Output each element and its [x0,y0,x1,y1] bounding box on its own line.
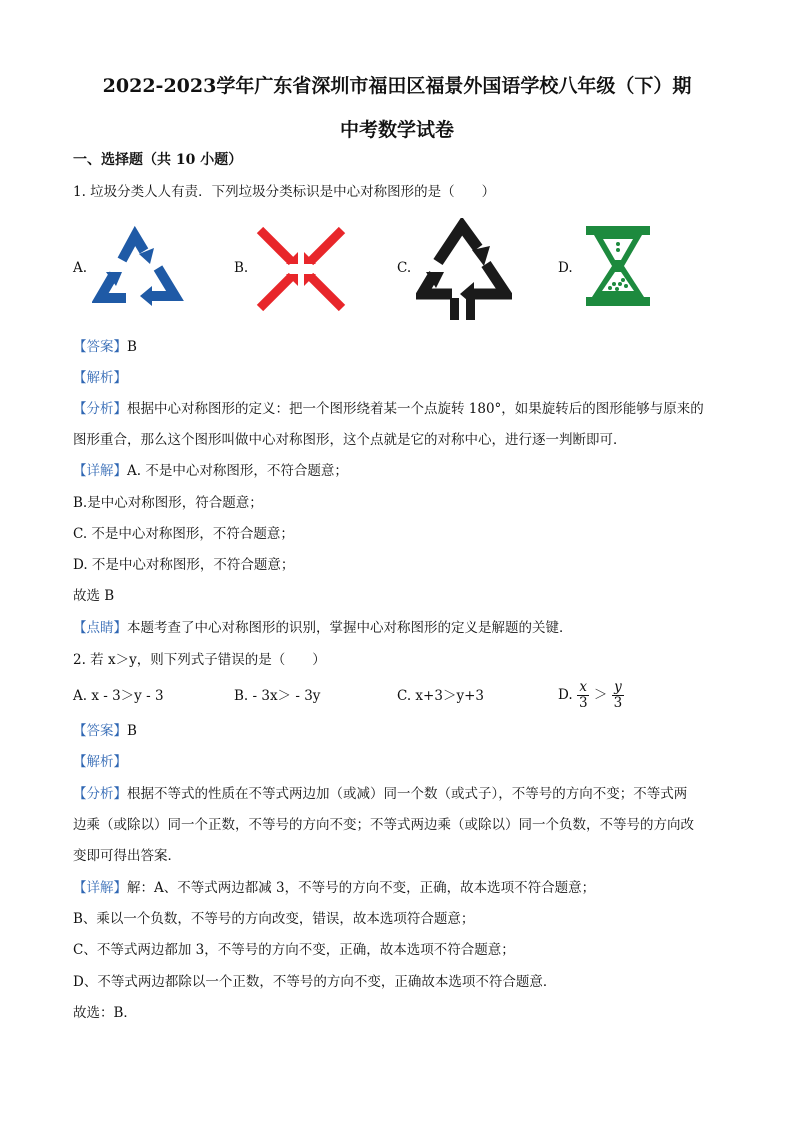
question-2-stem: 2. 若 x＞y，则下列式子错误的是（ ） [73,652,326,668]
question-1-stem: 1. 垃圾分类人人有责．下列垃圾分类标识是中心对称图形的是（ ） [73,184,496,200]
q1-conclusion: 故选 B [73,588,115,604]
q2-line-d: D、不等式两边都除以一个正数，不等号的方向不变，正确故本选项不符合题意． [73,974,557,990]
fenxi-text: 根据不等式的性质在不等式两边加（或减）同一个数（或式子），不等号的方向不变；不等式两 [127,786,688,802]
greater-than-sign: ＞ [593,687,608,703]
xiangjie-text: A. 不是中心对称图形，不符合题意； [127,463,348,479]
fraction-denominator: 3 [578,695,588,711]
answer-value: B [127,723,137,739]
q2-conclusion: 故选：B． [73,1005,137,1021]
q2-fenxi-line2: 边乘（或除以）同一个正数，不等号的方向不变；不等式两边乘（或除以）同一个负数，不等号的方向改 [73,817,694,833]
xiangjie-text: 解：A、不等式两边都减 3，不等号的方向不变，正确，故本选项不符合题意； [127,880,596,896]
q2-analysis-tag: 【解析】 [73,754,127,770]
fenxi-tag: 【分析】 [73,401,127,417]
dianjing-text: 本题考查了中心对称图形的识别，掌握中心对称图形的定义是解题的关键． [127,620,573,636]
recycle-arrows-blue-icon [92,224,186,312]
q2-line-c: C、不等式两边都加 3，不等号的方向不变，正确，故本选项不符合题意； [73,942,515,958]
inward-arrows-red-icon [256,226,346,316]
recycle-triangle-black-icon [416,218,512,326]
fenxi-text: 根据中心对称图形的定义：把一个图形绕着某一个点旋转 180°，如果旋转后的图形能够与原来的 [127,401,704,417]
fraction-numerator: y [614,679,622,695]
q2-fenxi-line3: 变即可得出答案． [73,848,181,864]
q2-option-c: C. x+3＞y+3 [397,688,484,704]
q2-answer-line [73,721,137,741]
q1-line-d: D. 不是中心对称图形，不符合题意； [73,557,295,573]
xiangjie-tag: 【详解】 [73,463,127,479]
q1-option-d-label: D. [558,260,573,276]
q2-option-b: B. - 3x＞ - 3y [234,688,321,704]
q2-option-a: A. x - 3＞y - 3 [73,688,164,704]
q1-line-b: B.是中心对称图形，符合题意； [73,495,263,511]
q2-option-d [558,680,624,711]
fraction-denominator: 3 [613,695,623,711]
document-title-line2: 中考数学试卷 [339,119,454,141]
q1-dianjing-line [73,618,573,638]
q2-line-b: B、乘以一个负数，不等号的方向改变，错误，故本选项符合题意； [73,911,475,927]
hourglass-green-icon [584,224,652,312]
q1-line-c: C. 不是中心对称图形，不符合题意； [73,526,294,542]
answer-tag: 【答案】 [73,339,127,355]
document-title-line1: 2022-2023学年广东省深圳市福田区福景外国语学校八年级（下）期 [102,75,692,97]
fenxi-tag: 【分析】 [73,786,127,802]
q1-option-c-label: C. [397,260,412,276]
q2-xiangjie-line [73,878,595,898]
q1-option-a-label: A. [73,260,88,276]
dianjing-tag: 【点睛】 [73,620,127,636]
q2-option-d-label: D. [558,687,573,703]
q1-fenxi-line1 [73,399,704,419]
answer-tag: 【答案】 [73,723,127,739]
q1-fenxi-line2: 图形重合，那么这个图形叫做中心对称图形，这个点就是它的对称中心，进行逐一判断即可． [73,432,627,448]
section-heading: 一、选择题（共 10 小题） [73,152,243,168]
q1-option-b-label: B. [234,260,249,276]
q2-fenxi-line1 [73,784,687,804]
q1-answer-line [73,337,137,357]
q1-analysis-tag: 【解析】 [73,370,127,386]
fraction-y-over-3 [612,680,625,711]
fraction-numerator: x [579,679,588,695]
answer-value: B [127,339,137,355]
q1-xiangjie-line [73,461,348,481]
fraction-x-over-3 [577,680,590,711]
xiangjie-tag: 【详解】 [73,880,127,896]
